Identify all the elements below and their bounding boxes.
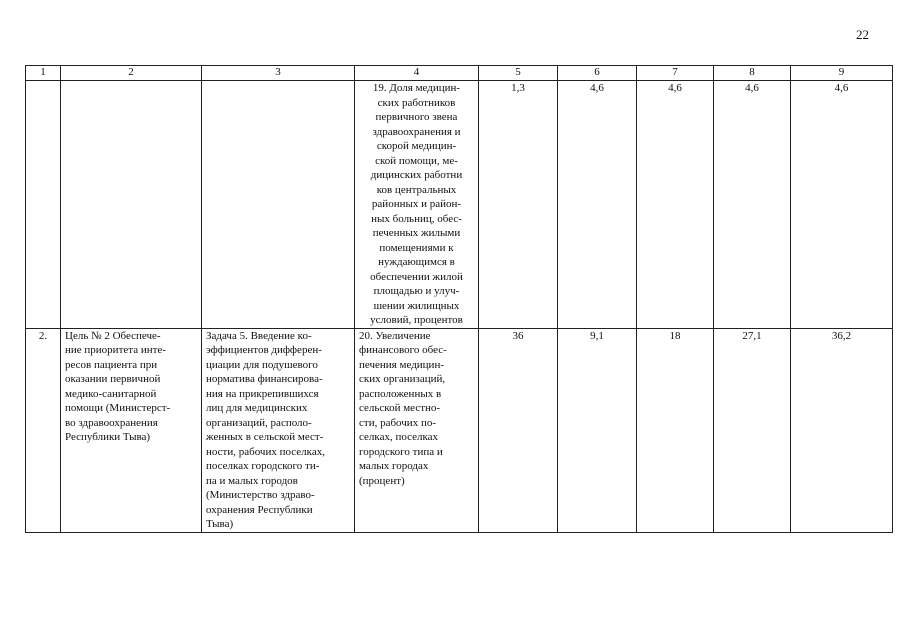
value-col-6: 4,6 [558, 81, 637, 329]
value-col-8: 27,1 [714, 328, 791, 532]
value-col-9: 36,2 [791, 328, 893, 532]
indicator-cell: 20. Увеличение финансового обес- печения медицин- ских организаций, расположенных в сельской местно- сти, рабочих по- селках, поселках городского типа и малых городах (процент) [355, 328, 479, 532]
value-col-7: 18 [637, 328, 714, 532]
table-header-row [26, 66, 893, 81]
value-col-5: 36 [479, 328, 558, 532]
value-col-6: 9,1 [558, 328, 637, 532]
header-col-7: 7 [637, 66, 714, 81]
page-number: 22 [856, 27, 869, 42]
value-col-9: 4,6 [791, 81, 893, 329]
row-number [26, 81, 61, 329]
indicator-cell: 19. Доля медицин- ских работников первичного звена здравоохранения и скорой медицин- ской помощи, ме- дицинских работни ков центральных районных и район- ных больниц, обес- печенных жилыми помещениями к нуждающимся в обеспечении жилой площадью и улуч- шении жилищных условий, процентов [355, 81, 479, 329]
header-col-2: 2 [61, 66, 202, 81]
header-col-9: 9 [791, 66, 893, 81]
value-col-5: 1,3 [479, 81, 558, 329]
goal-cell: Цель № 2 Обеспече- ние приоритета инте- ресов пациента при оказании первичной медико-санитарной помощи (Министерст- во здравоохранения Республики Тыва) [61, 328, 202, 532]
header-col-1: 1 [26, 66, 61, 81]
table-row [26, 328, 893, 532]
indicators-table [25, 65, 893, 533]
header-col-4: 4 [355, 66, 479, 81]
row-number: 2. [26, 328, 61, 532]
value-col-7: 4,6 [637, 81, 714, 329]
goal-cell [61, 81, 202, 329]
header-col-8: 8 [714, 66, 791, 81]
header-col-6: 6 [558, 66, 637, 81]
table-row [26, 81, 893, 329]
value-col-8: 4,6 [714, 81, 791, 329]
header-col-5: 5 [479, 66, 558, 81]
task-cell: Задача 5. Введение ко- эффициентов дифферен- циации для подушевого норматива финансирова- ния на прикрепившихся лиц для медицинских организаций, располо- женных в сельской мест- ности, рабочих поселках, поселках городского ти- па и малых городов (Министерство здраво- охранения Республики Тыва) [202, 328, 355, 532]
task-cell [202, 81, 355, 329]
header-col-3: 3 [202, 66, 355, 81]
